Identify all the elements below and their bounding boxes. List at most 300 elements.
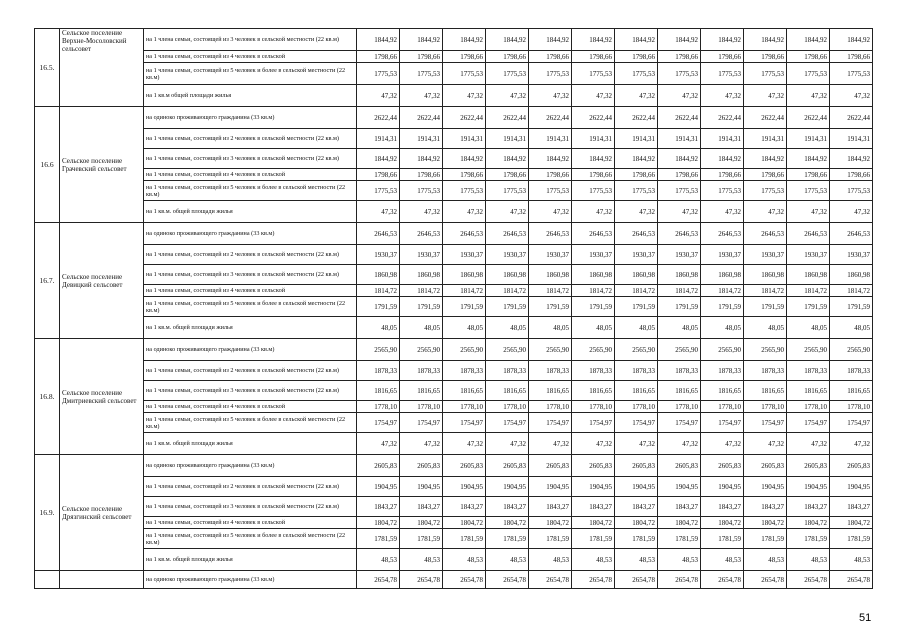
value-cell: 1798,66 xyxy=(787,51,830,63)
value-cell: 1844,92 xyxy=(658,29,701,51)
value-cell: 47,32 xyxy=(400,85,443,107)
value-cell: 1860,98 xyxy=(572,265,615,285)
value-cell: 2605,83 xyxy=(830,455,873,477)
value-cell: 1914,31 xyxy=(443,129,486,149)
value-cell: 1754,97 xyxy=(486,413,529,433)
row-description: на 1 члена семьи, состоящей из 3 человек в сельской местности (22 кв.м) xyxy=(144,265,357,285)
value-cell: 1914,31 xyxy=(787,129,830,149)
value-cell: 1804,72 xyxy=(572,517,615,529)
value-cell: 1814,72 xyxy=(701,285,744,297)
value-cell: 1804,72 xyxy=(529,517,572,529)
value-cell: 47,32 xyxy=(400,201,443,223)
value-cell: 1878,33 xyxy=(830,361,873,381)
value-cell: 47,32 xyxy=(572,85,615,107)
value-cell: 1775,53 xyxy=(658,181,701,201)
value-cell: 1814,72 xyxy=(830,285,873,297)
value-cell: 47,32 xyxy=(357,85,400,107)
value-cell: 1843,27 xyxy=(572,497,615,517)
value-cell: 1814,72 xyxy=(615,285,658,297)
table-row xyxy=(35,549,873,571)
value-cell: 2622,44 xyxy=(787,107,830,129)
value-cell: 1775,53 xyxy=(744,181,787,201)
value-cell: 1844,92 xyxy=(572,29,615,51)
value-cell: 2654,78 xyxy=(787,571,830,589)
value-cell: 2565,90 xyxy=(486,339,529,361)
value-cell: 2646,53 xyxy=(744,223,787,245)
section-code: 16.7. xyxy=(35,223,60,339)
value-cell: 2646,53 xyxy=(615,223,658,245)
value-cell: 2654,78 xyxy=(529,571,572,589)
value-cell: 1798,66 xyxy=(744,51,787,63)
value-cell: 1844,92 xyxy=(830,149,873,169)
value-cell: 2565,90 xyxy=(701,339,744,361)
table-row xyxy=(35,201,873,223)
value-cell: 2605,83 xyxy=(787,455,830,477)
value-cell: 1904,95 xyxy=(443,477,486,497)
value-cell: 1775,53 xyxy=(787,181,830,201)
value-cell: 1816,65 xyxy=(701,381,744,401)
value-cell: 2646,53 xyxy=(658,223,701,245)
value-cell: 1778,10 xyxy=(400,401,443,413)
table-row xyxy=(35,401,873,413)
table-row xyxy=(35,413,873,433)
value-cell: 48,53 xyxy=(658,549,701,571)
value-cell: 1914,31 xyxy=(701,129,744,149)
value-cell: 1816,65 xyxy=(830,381,873,401)
value-cell: 1754,97 xyxy=(830,413,873,433)
value-cell: 1798,66 xyxy=(400,169,443,181)
value-cell: 48,05 xyxy=(400,317,443,339)
value-cell: 1804,72 xyxy=(357,517,400,529)
value-cell: 1781,59 xyxy=(357,529,400,549)
value-cell: 1914,31 xyxy=(486,129,529,149)
value-cell: 1798,66 xyxy=(830,169,873,181)
table-row xyxy=(35,245,873,265)
value-cell: 2565,90 xyxy=(787,339,830,361)
value-cell: 1791,59 xyxy=(701,297,744,317)
row-description: на одиноко проживающего гражданина (33 кв.м) xyxy=(144,223,357,245)
value-cell: 1844,92 xyxy=(486,149,529,169)
settlement-name: Сельское поселение Дмитриевский сельсовет xyxy=(60,339,144,455)
table-row xyxy=(35,317,873,339)
value-cell: 1814,72 xyxy=(400,285,443,297)
value-cell: 47,32 xyxy=(787,433,830,455)
value-cell: 1860,98 xyxy=(443,265,486,285)
value-cell: 1804,72 xyxy=(400,517,443,529)
value-cell: 1781,59 xyxy=(400,529,443,549)
value-cell: 1775,53 xyxy=(357,181,400,201)
value-cell: 2605,83 xyxy=(486,455,529,477)
value-cell: 48,05 xyxy=(744,317,787,339)
row-description: на 1 члена семьи, состоящей из 3 человек в сельской местности (22 кв.м) xyxy=(144,29,357,51)
value-cell: 1904,95 xyxy=(744,477,787,497)
value-cell: 1844,92 xyxy=(701,29,744,51)
value-cell: 1878,33 xyxy=(486,361,529,381)
table-row xyxy=(35,571,873,589)
table-row xyxy=(35,455,873,477)
value-cell: 1816,65 xyxy=(615,381,658,401)
value-cell: 1804,72 xyxy=(830,517,873,529)
value-cell: 1798,66 xyxy=(615,51,658,63)
value-cell: 48,53 xyxy=(529,549,572,571)
value-cell: 47,32 xyxy=(830,85,873,107)
value-cell: 1778,10 xyxy=(486,401,529,413)
value-cell: 1775,53 xyxy=(443,181,486,201)
value-cell: 1781,59 xyxy=(744,529,787,549)
settlement-name: Сельское поселение Дрязгинский сельсовет xyxy=(60,455,144,571)
table-row xyxy=(35,63,873,85)
value-cell: 2622,44 xyxy=(658,107,701,129)
value-cell: 47,32 xyxy=(357,201,400,223)
value-cell: 1914,31 xyxy=(572,129,615,149)
value-cell: 1860,98 xyxy=(658,265,701,285)
value-cell: 47,32 xyxy=(529,433,572,455)
value-cell: 48,05 xyxy=(443,317,486,339)
row-description: на одиноко проживающего гражданина (33 кв.м) xyxy=(144,571,357,589)
value-cell: 1878,33 xyxy=(787,361,830,381)
value-cell: 1798,66 xyxy=(572,51,615,63)
value-cell: 47,32 xyxy=(486,201,529,223)
value-cell: 2646,53 xyxy=(701,223,744,245)
value-cell: 47,32 xyxy=(615,85,658,107)
value-cell: 1775,53 xyxy=(615,63,658,85)
page-number: 51 xyxy=(859,612,872,624)
value-cell: 1930,37 xyxy=(572,245,615,265)
value-cell: 1791,59 xyxy=(658,297,701,317)
value-cell: 1878,33 xyxy=(357,361,400,381)
value-cell: 1860,98 xyxy=(787,265,830,285)
value-cell: 1914,31 xyxy=(357,129,400,149)
value-cell: 2654,78 xyxy=(830,571,873,589)
value-cell: 48,53 xyxy=(486,549,529,571)
value-cell: 1798,66 xyxy=(658,169,701,181)
value-cell: 2654,78 xyxy=(357,571,400,589)
value-cell: 1904,95 xyxy=(830,477,873,497)
value-cell: 1844,92 xyxy=(830,29,873,51)
value-cell: 2622,44 xyxy=(357,107,400,129)
value-cell: 1930,37 xyxy=(443,245,486,265)
value-cell: 1904,95 xyxy=(357,477,400,497)
value-cell: 2565,90 xyxy=(357,339,400,361)
value-cell: 2565,90 xyxy=(443,339,486,361)
value-cell: 47,32 xyxy=(744,433,787,455)
value-cell: 1775,53 xyxy=(529,63,572,85)
value-cell: 2622,44 xyxy=(486,107,529,129)
value-cell: 48,53 xyxy=(357,549,400,571)
settlement-name xyxy=(60,571,144,589)
value-cell: 2622,44 xyxy=(529,107,572,129)
value-cell: 1904,95 xyxy=(658,477,701,497)
value-cell: 48,05 xyxy=(529,317,572,339)
value-cell: 1843,27 xyxy=(787,497,830,517)
value-cell: 1791,59 xyxy=(529,297,572,317)
value-cell: 1804,72 xyxy=(486,517,529,529)
value-cell: 47,32 xyxy=(357,433,400,455)
value-cell: 1775,53 xyxy=(572,181,615,201)
table-row xyxy=(35,169,873,181)
value-cell: 2646,53 xyxy=(572,223,615,245)
value-cell: 48,53 xyxy=(443,549,486,571)
value-cell: 1904,95 xyxy=(400,477,443,497)
value-cell: 47,32 xyxy=(830,433,873,455)
value-cell: 1791,59 xyxy=(830,297,873,317)
value-cell: 1930,37 xyxy=(787,245,830,265)
value-cell: 1914,31 xyxy=(615,129,658,149)
value-cell: 1814,72 xyxy=(357,285,400,297)
value-cell: 1778,10 xyxy=(615,401,658,413)
value-cell: 1843,27 xyxy=(830,497,873,517)
value-cell: 47,32 xyxy=(701,433,744,455)
value-cell: 1844,92 xyxy=(443,29,486,51)
value-cell: 1791,59 xyxy=(787,297,830,317)
value-cell: 1804,72 xyxy=(744,517,787,529)
value-cell: 1754,97 xyxy=(400,413,443,433)
value-cell: 1860,98 xyxy=(744,265,787,285)
value-cell: 1844,92 xyxy=(701,149,744,169)
value-cell: 1778,10 xyxy=(701,401,744,413)
value-cell: 1775,53 xyxy=(486,63,529,85)
value-cell: 1781,59 xyxy=(701,529,744,549)
value-cell: 1775,53 xyxy=(400,63,443,85)
value-cell: 1804,72 xyxy=(443,517,486,529)
value-cell: 47,32 xyxy=(658,201,701,223)
value-cell: 2654,78 xyxy=(701,571,744,589)
value-cell: 2646,53 xyxy=(400,223,443,245)
value-cell: 48,05 xyxy=(830,317,873,339)
row-description: на 1 члена семьи, состоящей из 2 человек в сельской местности (22 кв.м) xyxy=(144,129,357,149)
value-cell: 1844,92 xyxy=(529,29,572,51)
value-cell: 1814,72 xyxy=(572,285,615,297)
value-cell: 1775,53 xyxy=(572,63,615,85)
row-description: на одиноко проживающего гражданина (33 кв.м) xyxy=(144,107,357,129)
value-cell: 48,53 xyxy=(572,549,615,571)
value-cell: 2646,53 xyxy=(830,223,873,245)
value-cell: 2654,78 xyxy=(486,571,529,589)
value-cell: 1775,53 xyxy=(701,181,744,201)
value-cell: 1844,92 xyxy=(615,29,658,51)
value-cell: 1844,92 xyxy=(787,149,830,169)
value-cell: 47,32 xyxy=(658,433,701,455)
value-cell: 1814,72 xyxy=(529,285,572,297)
value-cell: 2646,53 xyxy=(486,223,529,245)
value-cell: 1930,37 xyxy=(529,245,572,265)
row-description: на 1 кв.м общей площади жилья xyxy=(144,85,357,107)
value-cell: 2646,53 xyxy=(357,223,400,245)
value-cell: 48,05 xyxy=(486,317,529,339)
value-cell: 1816,65 xyxy=(443,381,486,401)
value-cell: 2622,44 xyxy=(615,107,658,129)
value-cell: 1798,66 xyxy=(658,51,701,63)
value-cell: 1778,10 xyxy=(572,401,615,413)
value-cell: 1781,59 xyxy=(658,529,701,549)
value-cell: 1754,97 xyxy=(744,413,787,433)
value-cell: 2622,44 xyxy=(744,107,787,129)
row-description: на 1 члена семьи, состоящей из 5 человек и более в сельской местности (22 кв.м) xyxy=(144,297,357,317)
value-cell: 1775,53 xyxy=(615,181,658,201)
value-cell: 1778,10 xyxy=(744,401,787,413)
value-cell: 2654,78 xyxy=(572,571,615,589)
value-cell: 2565,90 xyxy=(830,339,873,361)
row-description: на 1 члена семьи, состоящей из 4 человек в сельской xyxy=(144,285,357,297)
value-cell: 1816,65 xyxy=(529,381,572,401)
value-cell: 2565,90 xyxy=(572,339,615,361)
value-cell: 48,53 xyxy=(701,549,744,571)
table-row xyxy=(35,297,873,317)
value-cell: 2605,83 xyxy=(400,455,443,477)
value-cell: 1778,10 xyxy=(787,401,830,413)
value-cell: 1844,92 xyxy=(615,149,658,169)
value-cell: 47,32 xyxy=(529,85,572,107)
value-cell: 1781,59 xyxy=(615,529,658,549)
value-cell: 1816,65 xyxy=(572,381,615,401)
value-cell: 48,05 xyxy=(615,317,658,339)
value-cell: 1775,53 xyxy=(400,181,443,201)
row-description: на 1 кв.м. общей площади жилья xyxy=(144,433,357,455)
value-cell: 1775,53 xyxy=(830,63,873,85)
value-cell: 1798,66 xyxy=(787,169,830,181)
value-cell: 1798,66 xyxy=(357,169,400,181)
value-cell: 1860,98 xyxy=(701,265,744,285)
value-cell: 1798,66 xyxy=(486,169,529,181)
row-description: на 1 члена семьи, состоящей из 2 человек в сельской местности (22 кв.м) xyxy=(144,477,357,497)
value-cell: 1878,33 xyxy=(529,361,572,381)
value-cell: 2654,78 xyxy=(744,571,787,589)
value-cell: 2565,90 xyxy=(744,339,787,361)
value-cell: 1914,31 xyxy=(658,129,701,149)
value-cell: 48,05 xyxy=(701,317,744,339)
value-cell: 1844,92 xyxy=(400,29,443,51)
value-cell: 1843,27 xyxy=(615,497,658,517)
value-cell: 1778,10 xyxy=(658,401,701,413)
value-cell: 1754,97 xyxy=(572,413,615,433)
row-description: на 1 кв.м. общей площади жилья xyxy=(144,317,357,339)
row-description: на одиноко проживающего гражданина (33 кв.м) xyxy=(144,455,357,477)
row-description: на 1 члена семьи, состоящей из 3 человек в сельской местности (22 кв.м) xyxy=(144,149,357,169)
value-cell: 2565,90 xyxy=(400,339,443,361)
value-cell: 2646,53 xyxy=(787,223,830,245)
value-cell: 1860,98 xyxy=(615,265,658,285)
value-cell: 1791,59 xyxy=(443,297,486,317)
value-cell: 1843,27 xyxy=(529,497,572,517)
value-cell: 1843,27 xyxy=(658,497,701,517)
value-cell: 2646,53 xyxy=(529,223,572,245)
value-cell: 1914,31 xyxy=(529,129,572,149)
value-cell: 47,32 xyxy=(486,433,529,455)
value-cell: 1775,53 xyxy=(443,63,486,85)
table-row xyxy=(35,149,873,169)
row-description: на 1 члена семьи, состоящей из 3 человек в сельской местности (22 кв.м) xyxy=(144,381,357,401)
value-cell: 1814,72 xyxy=(443,285,486,297)
value-cell: 1754,97 xyxy=(701,413,744,433)
value-cell: 1904,95 xyxy=(529,477,572,497)
value-cell: 47,32 xyxy=(701,85,744,107)
row-description: на 1 члена семьи, состоящей из 4 человек в сельской xyxy=(144,517,357,529)
value-cell: 1844,92 xyxy=(787,29,830,51)
value-cell: 2565,90 xyxy=(658,339,701,361)
value-cell: 1844,92 xyxy=(357,29,400,51)
row-description: на 1 члена семьи, состоящей из 5 человек и более в сельской местности (22 кв.м) xyxy=(144,529,357,549)
value-cell: 1754,97 xyxy=(529,413,572,433)
value-cell: 48,53 xyxy=(400,549,443,571)
value-cell: 1904,95 xyxy=(615,477,658,497)
value-cell: 47,32 xyxy=(400,433,443,455)
value-cell: 1798,66 xyxy=(701,51,744,63)
value-cell: 1930,37 xyxy=(615,245,658,265)
value-cell: 1798,66 xyxy=(744,169,787,181)
value-cell: 1775,53 xyxy=(357,63,400,85)
value-cell: 1791,59 xyxy=(486,297,529,317)
value-cell: 1754,97 xyxy=(443,413,486,433)
table-row xyxy=(35,223,873,245)
value-cell: 1798,66 xyxy=(357,51,400,63)
value-cell: 1860,98 xyxy=(357,265,400,285)
row-description: на 1 кв.м. общей площади жилья xyxy=(144,201,357,223)
value-cell: 1778,10 xyxy=(830,401,873,413)
value-cell: 1904,95 xyxy=(572,477,615,497)
value-cell: 1804,72 xyxy=(658,517,701,529)
value-cell: 1844,92 xyxy=(357,149,400,169)
value-cell: 2605,83 xyxy=(572,455,615,477)
value-cell: 2654,78 xyxy=(658,571,701,589)
value-cell: 2605,83 xyxy=(658,455,701,477)
value-cell: 1843,27 xyxy=(443,497,486,517)
row-description: на 1 члена семьи, состоящей из 2 человек в сельской местности (22 кв.м) xyxy=(144,361,357,381)
value-cell: 1878,33 xyxy=(572,361,615,381)
value-cell: 1754,97 xyxy=(615,413,658,433)
row-description: на 1 члена семьи, состоящей из 5 человек и более в сельской местности (22 кв.м) xyxy=(144,181,357,201)
value-cell: 47,32 xyxy=(658,85,701,107)
value-cell: 1914,31 xyxy=(830,129,873,149)
value-cell: 48,53 xyxy=(787,549,830,571)
value-cell: 1844,92 xyxy=(486,29,529,51)
value-cell: 1930,37 xyxy=(486,245,529,265)
value-cell: 47,32 xyxy=(830,201,873,223)
value-cell: 47,32 xyxy=(787,201,830,223)
value-cell: 1775,53 xyxy=(744,63,787,85)
value-cell: 47,32 xyxy=(701,201,744,223)
row-description: на 1 члена семьи, состоящей из 4 человек в сельской xyxy=(144,51,357,63)
value-cell: 1860,98 xyxy=(486,265,529,285)
value-cell: 1844,92 xyxy=(744,29,787,51)
settlement-name: Сельское поселение Девицкий сельсовет xyxy=(60,223,144,339)
value-cell: 1798,66 xyxy=(486,51,529,63)
value-cell: 1754,97 xyxy=(357,413,400,433)
value-cell: 1904,95 xyxy=(486,477,529,497)
value-cell: 1791,59 xyxy=(357,297,400,317)
value-cell: 2605,83 xyxy=(529,455,572,477)
value-cell: 2565,90 xyxy=(529,339,572,361)
value-cell: 1904,95 xyxy=(787,477,830,497)
value-cell: 1844,92 xyxy=(400,149,443,169)
value-cell: 1804,72 xyxy=(701,517,744,529)
value-cell: 2605,83 xyxy=(615,455,658,477)
section-code: 16.5. xyxy=(35,29,60,107)
value-cell: 1930,37 xyxy=(658,245,701,265)
table-row xyxy=(35,477,873,497)
value-cell: 1798,66 xyxy=(400,51,443,63)
table-row xyxy=(35,339,873,361)
value-cell: 1814,72 xyxy=(787,285,830,297)
value-cell: 2654,78 xyxy=(400,571,443,589)
row-description: на 1 члена семьи, состоящей из 5 человек и более в сельской местности (22 кв.м) xyxy=(144,63,357,85)
settlement-name: Сельское поселение Верхне-Мосоловский сельсовет xyxy=(60,29,144,107)
value-cell: 47,32 xyxy=(443,85,486,107)
value-cell: 2605,83 xyxy=(357,455,400,477)
value-cell: 1860,98 xyxy=(529,265,572,285)
value-cell: 48,53 xyxy=(830,549,873,571)
value-cell: 1816,65 xyxy=(400,381,443,401)
value-cell: 1781,59 xyxy=(787,529,830,549)
